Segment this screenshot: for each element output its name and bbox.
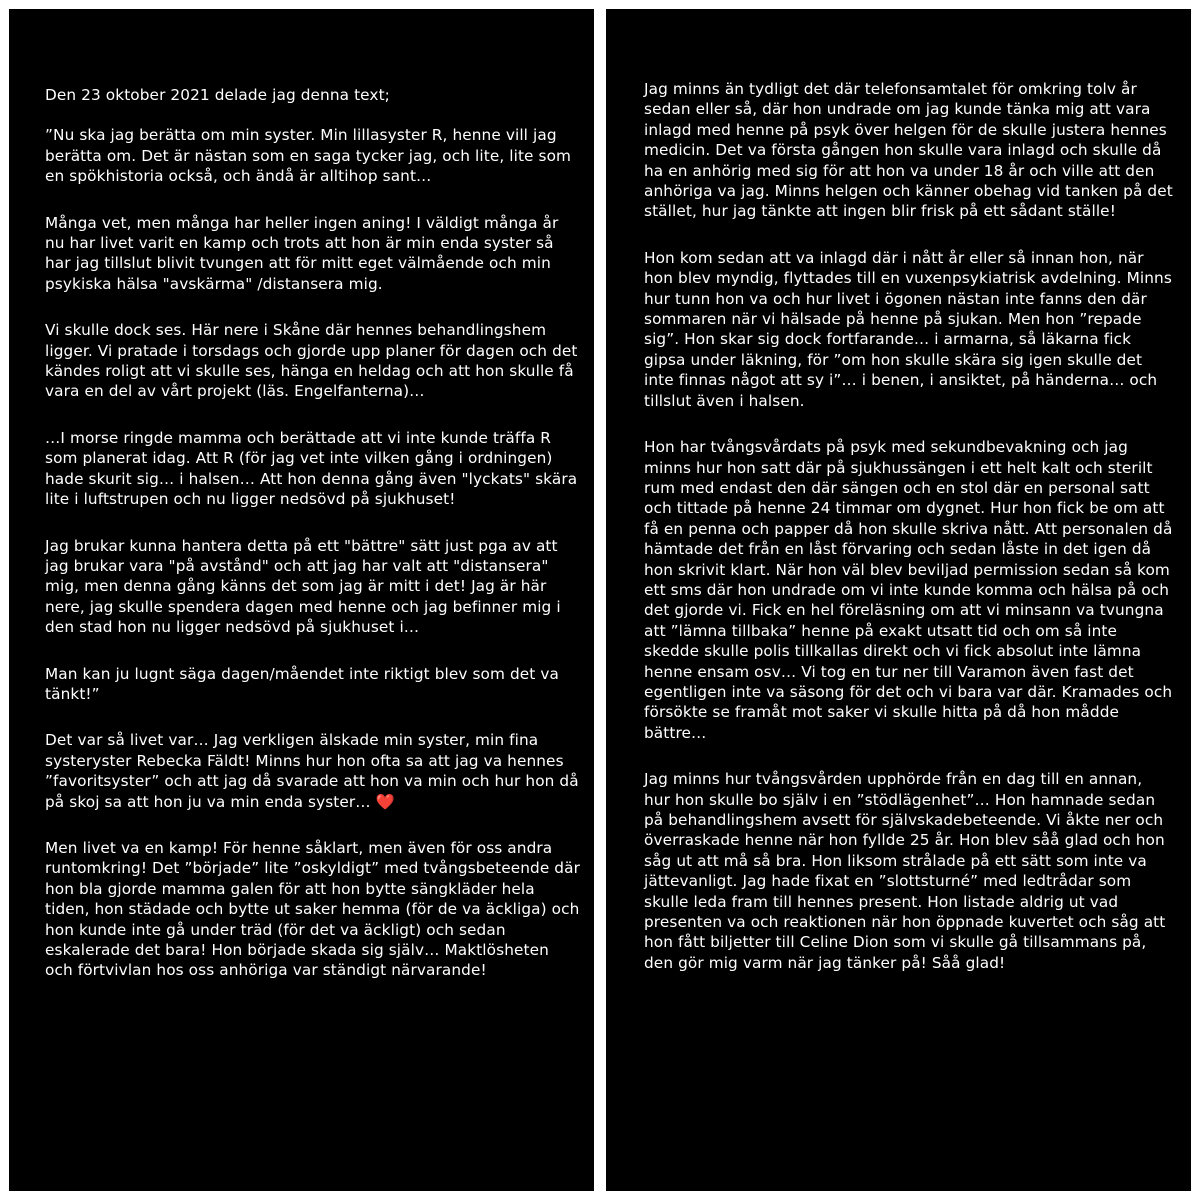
paragraph-text: Det var så livet var… Jag verkligen älskade min syster, min fina systeryster Rebecka Fäldt! Minns hur hon ofta sa att jag va hennes ”favoritsyster” och att jag då svarade att hon va min och hur hon då på skoj sa att hon ju va min enda syster… xyxy=(45,731,579,811)
paragraph: Vi skulle dock ses. Här nere i Skåne där hennes behandlingshem ligger. Vi pratade i torsdags och gjorde upp planer för dagen och det kändes roligt att vi skulle ses, hänga en heldag och att hon skulle få vara en del av vårt projekt (läs. Engelfanterna)… xyxy=(45,321,578,401)
paragraph: Hon kom sedan att va inlagd där i nått år eller så innan hon, när hon blev myndig, flyttades till en vuxenpsykiatrisk avdelning. Minns hur tunn hon va och hur livet i ögonen nästan inte fanns den där sommaren när vi hälsade på henne på sjukan. Men hon ”repade sig”. Hon skar sig dock fortfarande… i armarna, så läkarna fick gipsa under läkning, för ”om hon skulle skära sig igen skulle det inte finnas något att sy i”… i benen, i ansiktet, på händerna… och tillslut även i halsen. xyxy=(644,248,1172,410)
paragraph: Jag minns än tydligt det där telefonsamtalet för omkring tolv år sedan eller så, där hon undrade om jag kunde tänka mig att vara inlagd med henne på psyk över helgen för de skulle justera hennes medicin. Det va första gången hon skulle vara inlagd och skulle då ha en anhörig med sig för att hon va under 18 år och ville att den anhöriga va jag. Minns helgen och känner obehag vid tanken på det stället, hur jag tänkte att ingen blir frisk på ett sådant ställe! xyxy=(644,80,1173,221)
paragraph: Många vet, men många har heller ingen aning! I väldigt många år nu har livet varit en kamp och trots att hon är min enda syster så har jag tillslut blivit tvungen att för mitt eget välmående och min psykiska hälsa "avskärma" /distansera mig. xyxy=(45,213,559,293)
paragraph: Jag brukar kunna hantera detta på ett "bättre" sätt just pga av att jag brukar vara "på avstånd" och att jag har valt att "distansera" mig, men denna gång känns det som jag är mitt i det! Jag är här nere, jag skulle spendera dagen med henne och jag befinner mig i den stad hon nu ligger nedsövd på sjukhuset i… xyxy=(45,536,561,637)
paragraph: Hon har tvångsvårdats på psyk med sekundbevakning och jag minns hur hon satt där på sjukhussängen i ett helt kalt och sterilt rum med endast den där sängen och en stol där en personal satt och tittade på henne 24 timmar om dygnet. Hur hon fick be om att få en penna och papper då hon skulle skriva nått. Att personalen då hämtade det från en låst förvaring och sedan låste in det igen då hon skrivit klart. När hon väl blev beviljad permission sedan så kom ett sms där hon undrade om vi inte kunde komma och hälsa på och det gjorde vi. Fick en hel föreläsning om att vi minsann va tvungna att ”lämna tillbaka” henne på exakt utsatt tid och om så inte skedde skulle polis tillkallas direkt och vi fick absolut inte lämna henne ensam osv… Vi tog en tur ner till Varamon även fast det egentligen inte va säsong för det och vi bara var där. Kramades och försökte se framåt mot saker vi skulle hitta på då hon mådde bättre… xyxy=(644,438,1173,742)
paragraph: Men livet va en kamp! För henne såklart, men även för oss andra runtomkring! Det ”började” lite ”oskyldigt” med tvångsbeteende där hon bla gjorde mamma galen för att hon bytte sängkläder hela tiden, hon städade och bytte ut saker hemma (för de va äckliga) och hon kunde inte gå under träd (för det va äckligt) och sedan eskalerade det bara! Hon började skada sig själv… Maktlösheten och förtvivlan hos oss anhöriga var ständigt närvarande! xyxy=(45,838,580,980)
heart-emoji-icon: ❤️ xyxy=(375,792,395,811)
paragraph: Jag minns hur tvångsvården upphörde från en dag till en annan, hur hon skulle bo själv i en ”stödlägenhet”… Hon hamnade sedan på behandlingshem avsett för självskadebeteende. Vi åkte ner och överraskade henne när hon fyllde 25 år. Hon blev såå glad och hon såg ut att må så bra. Hon liksom strålade på ett sätt som inte va jättevanligt. Jag hade fixat en ”slottsturné” med ledtrådar som skulle leda fram till hennes present. Hon listade aldrig ut vad presenten va och reaktionen när hon öppnade kuvertet och såg att hon fått biljetter till Celine Dion som vi skulle gå tillsammans på, den gör mig varm när jag tänker på! Såå glad! xyxy=(644,770,1166,972)
paragraph: …I morse ringde mamma och berättade att vi inte kunde träffa R som planerat idag. Att R (för jag vet inte vilken gång i ordningen) hade skurit sig… i halsen… Att hon denna gång även "lyckats" skära lite i luftstrupen och nu ligger nedsövd på sjukhuset! xyxy=(45,428,578,509)
story-panel-left xyxy=(9,9,594,1191)
story-panel-right xyxy=(606,9,1191,1191)
paragraph: ”Nu ska jag berätta om min syster. Min lillasyster R, henne vill jag berätta om. Det är nästan som en saga tycker jag, och lite, lite som en spökhistoria också, och ändå är alltihop sant… xyxy=(45,126,572,186)
paragraph: Man kan ju lugnt säga dagen/måendet inte riktigt blev som det va tänkt!” xyxy=(45,664,559,703)
paragraph-with-heart xyxy=(45,730,580,812)
paragraph: Den 23 oktober 2021 delade jag denna text; xyxy=(45,86,390,104)
